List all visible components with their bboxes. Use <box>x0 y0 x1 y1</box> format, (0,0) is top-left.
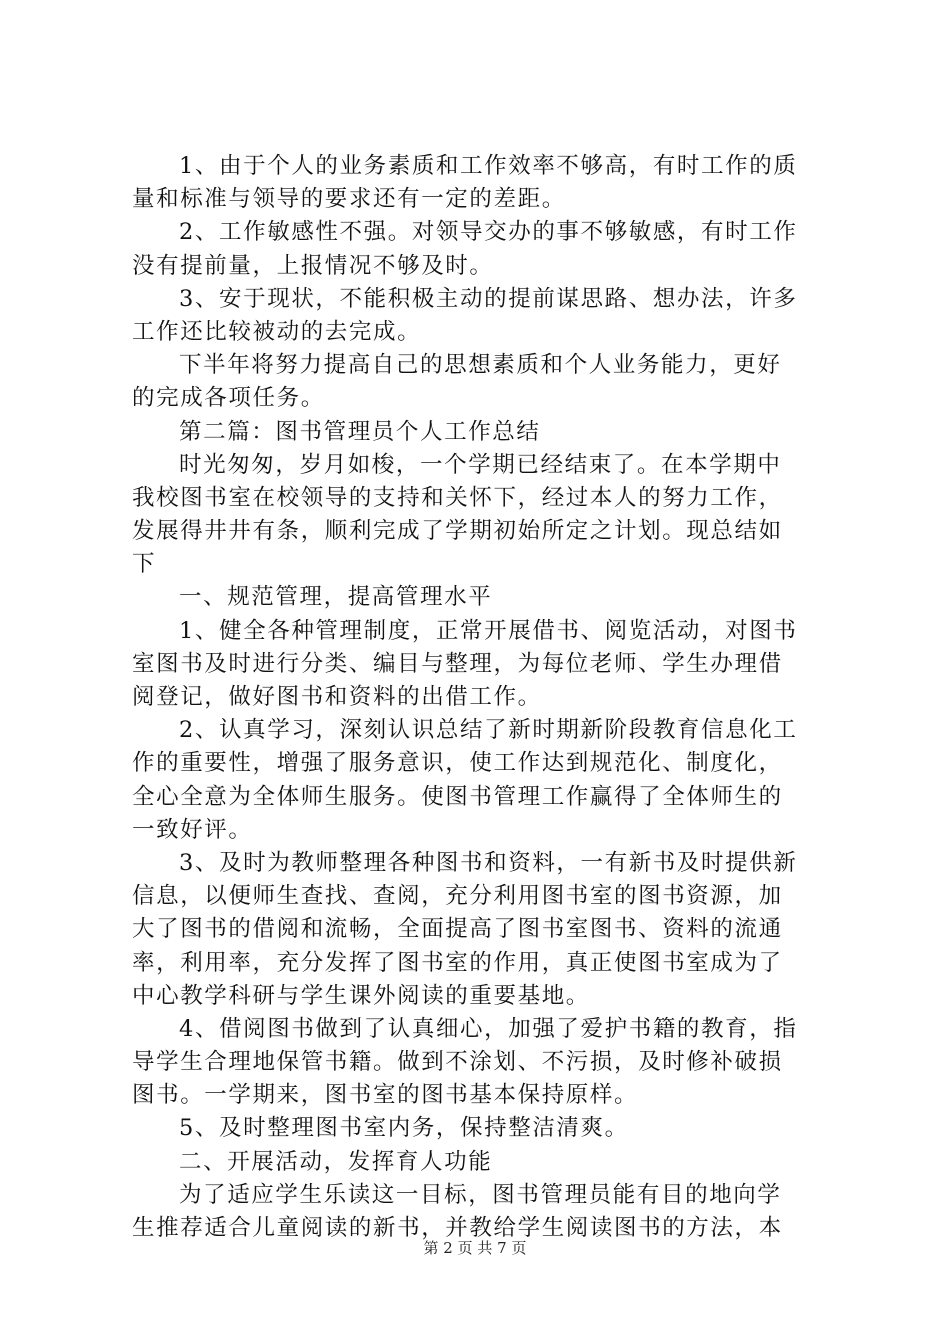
text-line: 4、借阅图书做到了认真细心，加强了爱护书籍的教育，指 <box>179 1015 798 1042</box>
document-body <box>132 150 832 1245</box>
text-line: 1、健全各种管理制度，正常开展借书、阅览活动，对图书 <box>179 617 798 644</box>
text-line: 没有提前量，上报情况不够及时。 <box>132 252 494 279</box>
text-line: 2、认真学习，深刻认识总结了新时期新阶段教育信息化工 <box>179 717 798 744</box>
text-line: 一致好评。 <box>132 816 253 843</box>
text-line: 率，利用率，充分发挥了图书室的作用，真正使图书室成为了 <box>132 949 783 976</box>
text-line: 中心教学科研与学生课外阅读的重要基地。 <box>132 982 590 1009</box>
text-line: 下半年将努力提高自己的思想素质和个人业务能力，更好 <box>179 352 782 379</box>
text-line: 信息，以便师生查找、查阅，充分利用图书室的图书资源，加 <box>132 883 783 910</box>
text-line: 1、由于个人的业务素质和工作效率不够高，有时工作的质 <box>179 153 798 179</box>
text-line: 室图书及时进行分类、编目与整理，为每位老师、学生办理借 <box>132 650 783 677</box>
text-line: 阅登记，做好图书和资料的出借工作。 <box>132 684 542 710</box>
text-line: 为了适应学生乐读这一目标，图书管理员能有目的地向学 <box>179 1181 782 1208</box>
text-line: 2、工作敏感性不强。对领导交办的事不够敏感，有时工作 <box>179 219 798 246</box>
text-line: 的完成各项任务。 <box>132 385 325 412</box>
text-line: 5、及时整理图书室内务，保持整洁清爽。 <box>179 1115 629 1142</box>
text-line: 大了图书的借阅和流畅，全面提高了图书室图书、资料的流通 <box>132 916 783 943</box>
section-heading: 二、开展活动，发挥育人功能 <box>179 1148 493 1175</box>
section-heading: 一、规范管理，提高管理水平 <box>179 584 493 611</box>
text-line: 图书。一学期来，图书室的图书基本保持原样。 <box>132 1082 639 1109</box>
text-line: 发展得井井有条，顺利完成了学期初始所定之计划。现总结如 <box>132 518 783 545</box>
text-line: 全心全意为全体师生服务。使图书管理工作赢得了全体师生的 <box>132 783 783 810</box>
text-line: 作的重要性，增强了服务意识，使工作达到规范化、制度化， <box>132 750 783 777</box>
text-line: 量和标准与领导的要求还有一定的差距。 <box>132 186 566 213</box>
text-line: 导学生合理地保管书籍。做到不涂划、不污损，及时修补破损 <box>132 1049 783 1076</box>
text-line: 下 <box>132 551 157 578</box>
page-number-footer: 第 2 页 共 7 页 <box>423 1239 527 1257</box>
section-heading: 第二篇：图书管理员个人工作总结 <box>179 418 541 445</box>
text-line: 生推荐适合儿童阅读的新书，并教给学生阅读图书的方法，本 <box>132 1215 783 1241</box>
text-line: 3、及时为教师整理各种图书和资料，一有新书及时提供新 <box>179 849 798 876</box>
text-line: 工作还比较被动的去完成。 <box>132 318 422 345</box>
text-line: 我校图书室在校领导的支持和关怀下，经过本人的努力工作， <box>132 484 783 511</box>
text-line: 3、安于现状，不能积极主动的提前谋思路、想办法，许多 <box>179 285 798 312</box>
text-line: 时光匆匆，岁月如梭，一个学期已经结束了。在本学期中 <box>179 451 782 478</box>
